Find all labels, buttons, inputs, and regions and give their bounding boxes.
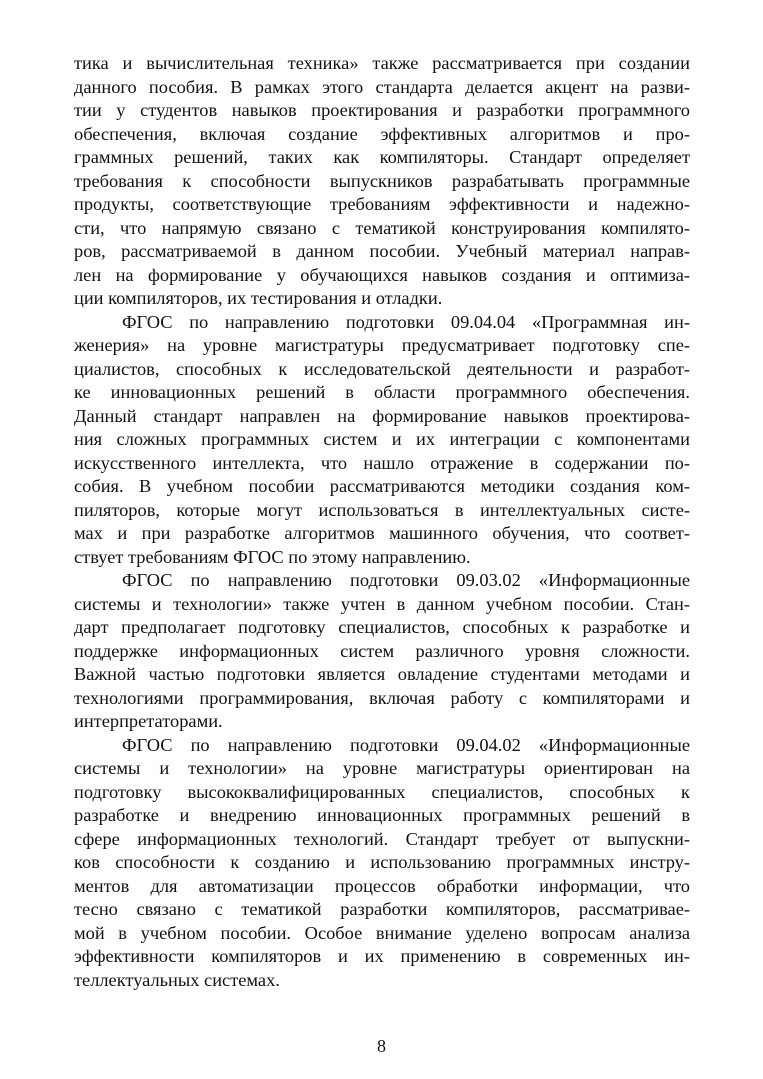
body-text — [74, 52, 690, 992]
text-line: ФГОС по направлению подготовки 09.04.02 «Информационные — [122, 734, 690, 755]
text-line: дарт предполагает подготовку специалистов, способных к разработке и — [74, 617, 690, 637]
text-line: Данный стандарт направлен на формирование навыков проектирова- — [74, 405, 690, 426]
text-line: ствует требованиям ФГОС по этому направлению. — [74, 546, 471, 567]
text-line: тии у студентов навыков проектирования и разработки программного — [74, 100, 690, 120]
text-line: обеспечения, включая создание эффективных алгоритмов и про- — [74, 123, 690, 144]
paragraph — [74, 734, 690, 993]
text-line: системы и технологии» на уровне магистратуры ориентирован на — [74, 758, 690, 778]
text-line: ке инновационных решений в области программного обеспечения. — [74, 382, 690, 402]
text-line: разработке и внедрению инновационных программных решений в — [74, 805, 690, 825]
text-line: циалистов, способных к исследовательской деятельности и разработ- — [74, 358, 690, 379]
text-line: ФГОС по направлению подготовки 09.03.02 «Информационные — [122, 570, 690, 590]
page-number: 8 — [377, 1036, 386, 1056]
text-line: требования к способности выпускников разрабатывать программные — [74, 170, 690, 191]
text-line: эффективности компиляторов и их применению в современных ин- — [74, 946, 690, 966]
text-line: интерпретаторами. — [74, 711, 223, 731]
paragraph — [74, 311, 690, 570]
text-line: собия. В учебном пособии рассматриваются методики создания ком- — [74, 476, 690, 496]
text-line: пиляторов, которые могут использоваться в интеллектуальных систе- — [74, 499, 690, 520]
text-line: граммных решений, таких как компиляторы. Стандарт определяет — [74, 147, 690, 167]
text-line: продукты, соответствующие требованиям эффективности и надежно- — [74, 194, 690, 214]
text-line: мах и при разработке алгоритмов машинного обучения, что соответ- — [74, 523, 690, 543]
text-line: женерия» на уровне магистратуры предусматривает подготовку спе- — [74, 335, 690, 355]
text-line: теллектуальных системах. — [74, 969, 280, 990]
text-line: поддержке информационных систем различного уровня сложности. — [74, 640, 690, 661]
text-line: лен на формирование у обучающихся навыков создания и оптимиза- — [74, 264, 690, 285]
text-line: Важной частью подготовки является овладение студентами методами и — [74, 664, 690, 684]
text-line: ции компиляторов, их тестирования и отладки. — [74, 288, 443, 308]
text-line: ния сложных программных систем и их интеграции с компонентами — [74, 429, 690, 449]
text-line: ров, рассматриваемой в данном пособии. Учебный материал направ- — [74, 241, 690, 261]
text-line: мой в учебном пособии. Особое внимание уделено вопросам анализа — [74, 922, 690, 943]
text-line: ментов для автоматизации процессов обработки информации, что — [74, 875, 690, 896]
text-line: тика и вычислительная техника» также рассматривается при создании — [74, 53, 690, 73]
paragraph — [74, 52, 690, 311]
text-line: ков способности к созданию и использованию программных инстру- — [74, 852, 690, 872]
text-line: данного пособия. В рамках этого стандарта делается акцент на разви- — [74, 76, 690, 97]
text-line: сти, что напрямую связано с тематикой конструирования компилято- — [74, 217, 690, 238]
text-line: подготовку высококвалифицированных специалистов, способных к — [74, 781, 690, 802]
text-line: тесно связано с тематикой разработки компиляторов, рассматривае- — [74, 899, 690, 919]
text-line: искусственного интеллекта, что нашло отражение в содержании по- — [74, 452, 690, 473]
text-line: ФГОС по направлению подготовки 09.04.04 «Программная ин- — [122, 311, 690, 332]
text-line: сфере информационных технологий. Стандарт требует от выпускни- — [74, 828, 690, 849]
text-line: технологиями программирования, включая работу с компиляторами и — [74, 687, 690, 708]
text-line: системы и технологии» также учтен в данном учебном пособии. Стан- — [74, 593, 690, 614]
paragraph — [74, 569, 690, 734]
